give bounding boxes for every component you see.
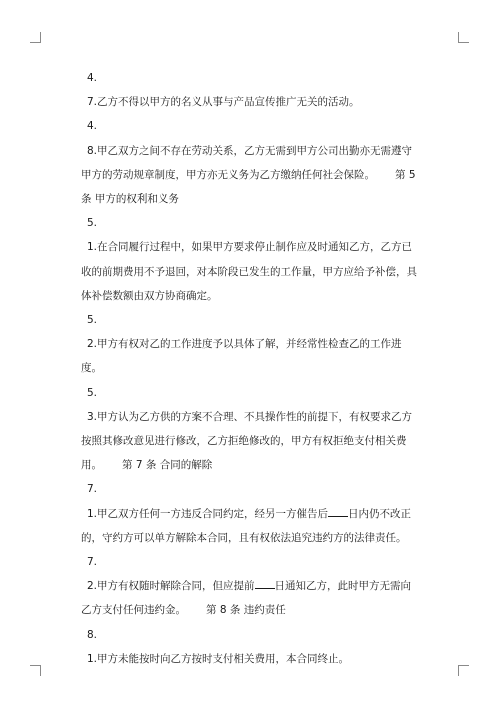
clause-text: 7.乙方不得以甲方的名义从事与产品宣传推广无关的活动。 — [87, 96, 360, 109]
clause-body: 2.甲方有权随时解除合同，但应提前 — [87, 580, 255, 593]
clause-number: 7. — [87, 483, 98, 496]
crop-mark-top-left — [30, 32, 41, 43]
clause-text: 1.在合同履行过程中，如果甲方要求停止制作应及时通知乙方，乙方已收的前期费用不予退回，对本阶段已发生的工作量，甲方应给予补偿，具体补偿数额由双方协商确定。 — [81, 241, 417, 302]
clause-body: 日内仍不改正的，守约方可以单方解除本合同，且有权依法追究违约方的法律责任。 — [81, 507, 412, 544]
clause-number: 5. — [87, 217, 98, 230]
clause-text — [81, 502, 421, 550]
clause-body: 1.甲乙双方任何一方违反合同约定，经另一方催告后 — [87, 507, 329, 520]
clause-body: 8.甲乙双方之间不存在劳动关系，乙方无需到甲方公司出勤亦无需遵守甲方的劳动规章制度，甲方亦无义务为乙方缴纳任何社会保险。 — [81, 144, 413, 181]
section-heading: 第 7 条 合同的解除 — [122, 459, 213, 472]
crop-mark-bottom-right — [458, 665, 469, 676]
section-heading: 第 8 条 违约责任 — [206, 604, 286, 617]
clause-text: 1.甲方未能按时向乙方按时支付相关费用，本合同终止。 — [87, 652, 350, 665]
clause-number: 5. — [87, 386, 98, 399]
clause-number: 8. — [87, 628, 98, 641]
clause-number: 4. — [87, 120, 98, 133]
document-body — [81, 66, 421, 671]
clause-body: 日通知乙方，此时甲方无需向乙方支付任何违约金。 — [81, 580, 412, 617]
clause-text — [81, 405, 421, 478]
section-heading: 第 5 条 甲方的权利和义务 — [81, 168, 416, 206]
clause-number: 4. — [87, 72, 98, 84]
crop-mark-top-right — [458, 32, 469, 43]
clause-number: 5. — [87, 314, 98, 327]
fill-in-blank — [328, 507, 348, 517]
crop-mark-bottom-left — [30, 665, 41, 676]
fill-in-blank — [255, 579, 275, 589]
clause-text — [81, 574, 421, 622]
clause-text — [81, 139, 421, 212]
clause-number: 7. — [87, 556, 98, 569]
clause-body: 3.甲方认为乙方供的方案不合理、不具操作性的前提下，有权要求乙方按照其修改意见进行修改，乙方拒绝修改的，甲方有权拒绝支付相关费用。 — [81, 410, 413, 472]
clause-text: 2.甲方有权对乙的工作进度予以具体了解，并经常性检查乙的工作进度。 — [81, 338, 402, 375]
